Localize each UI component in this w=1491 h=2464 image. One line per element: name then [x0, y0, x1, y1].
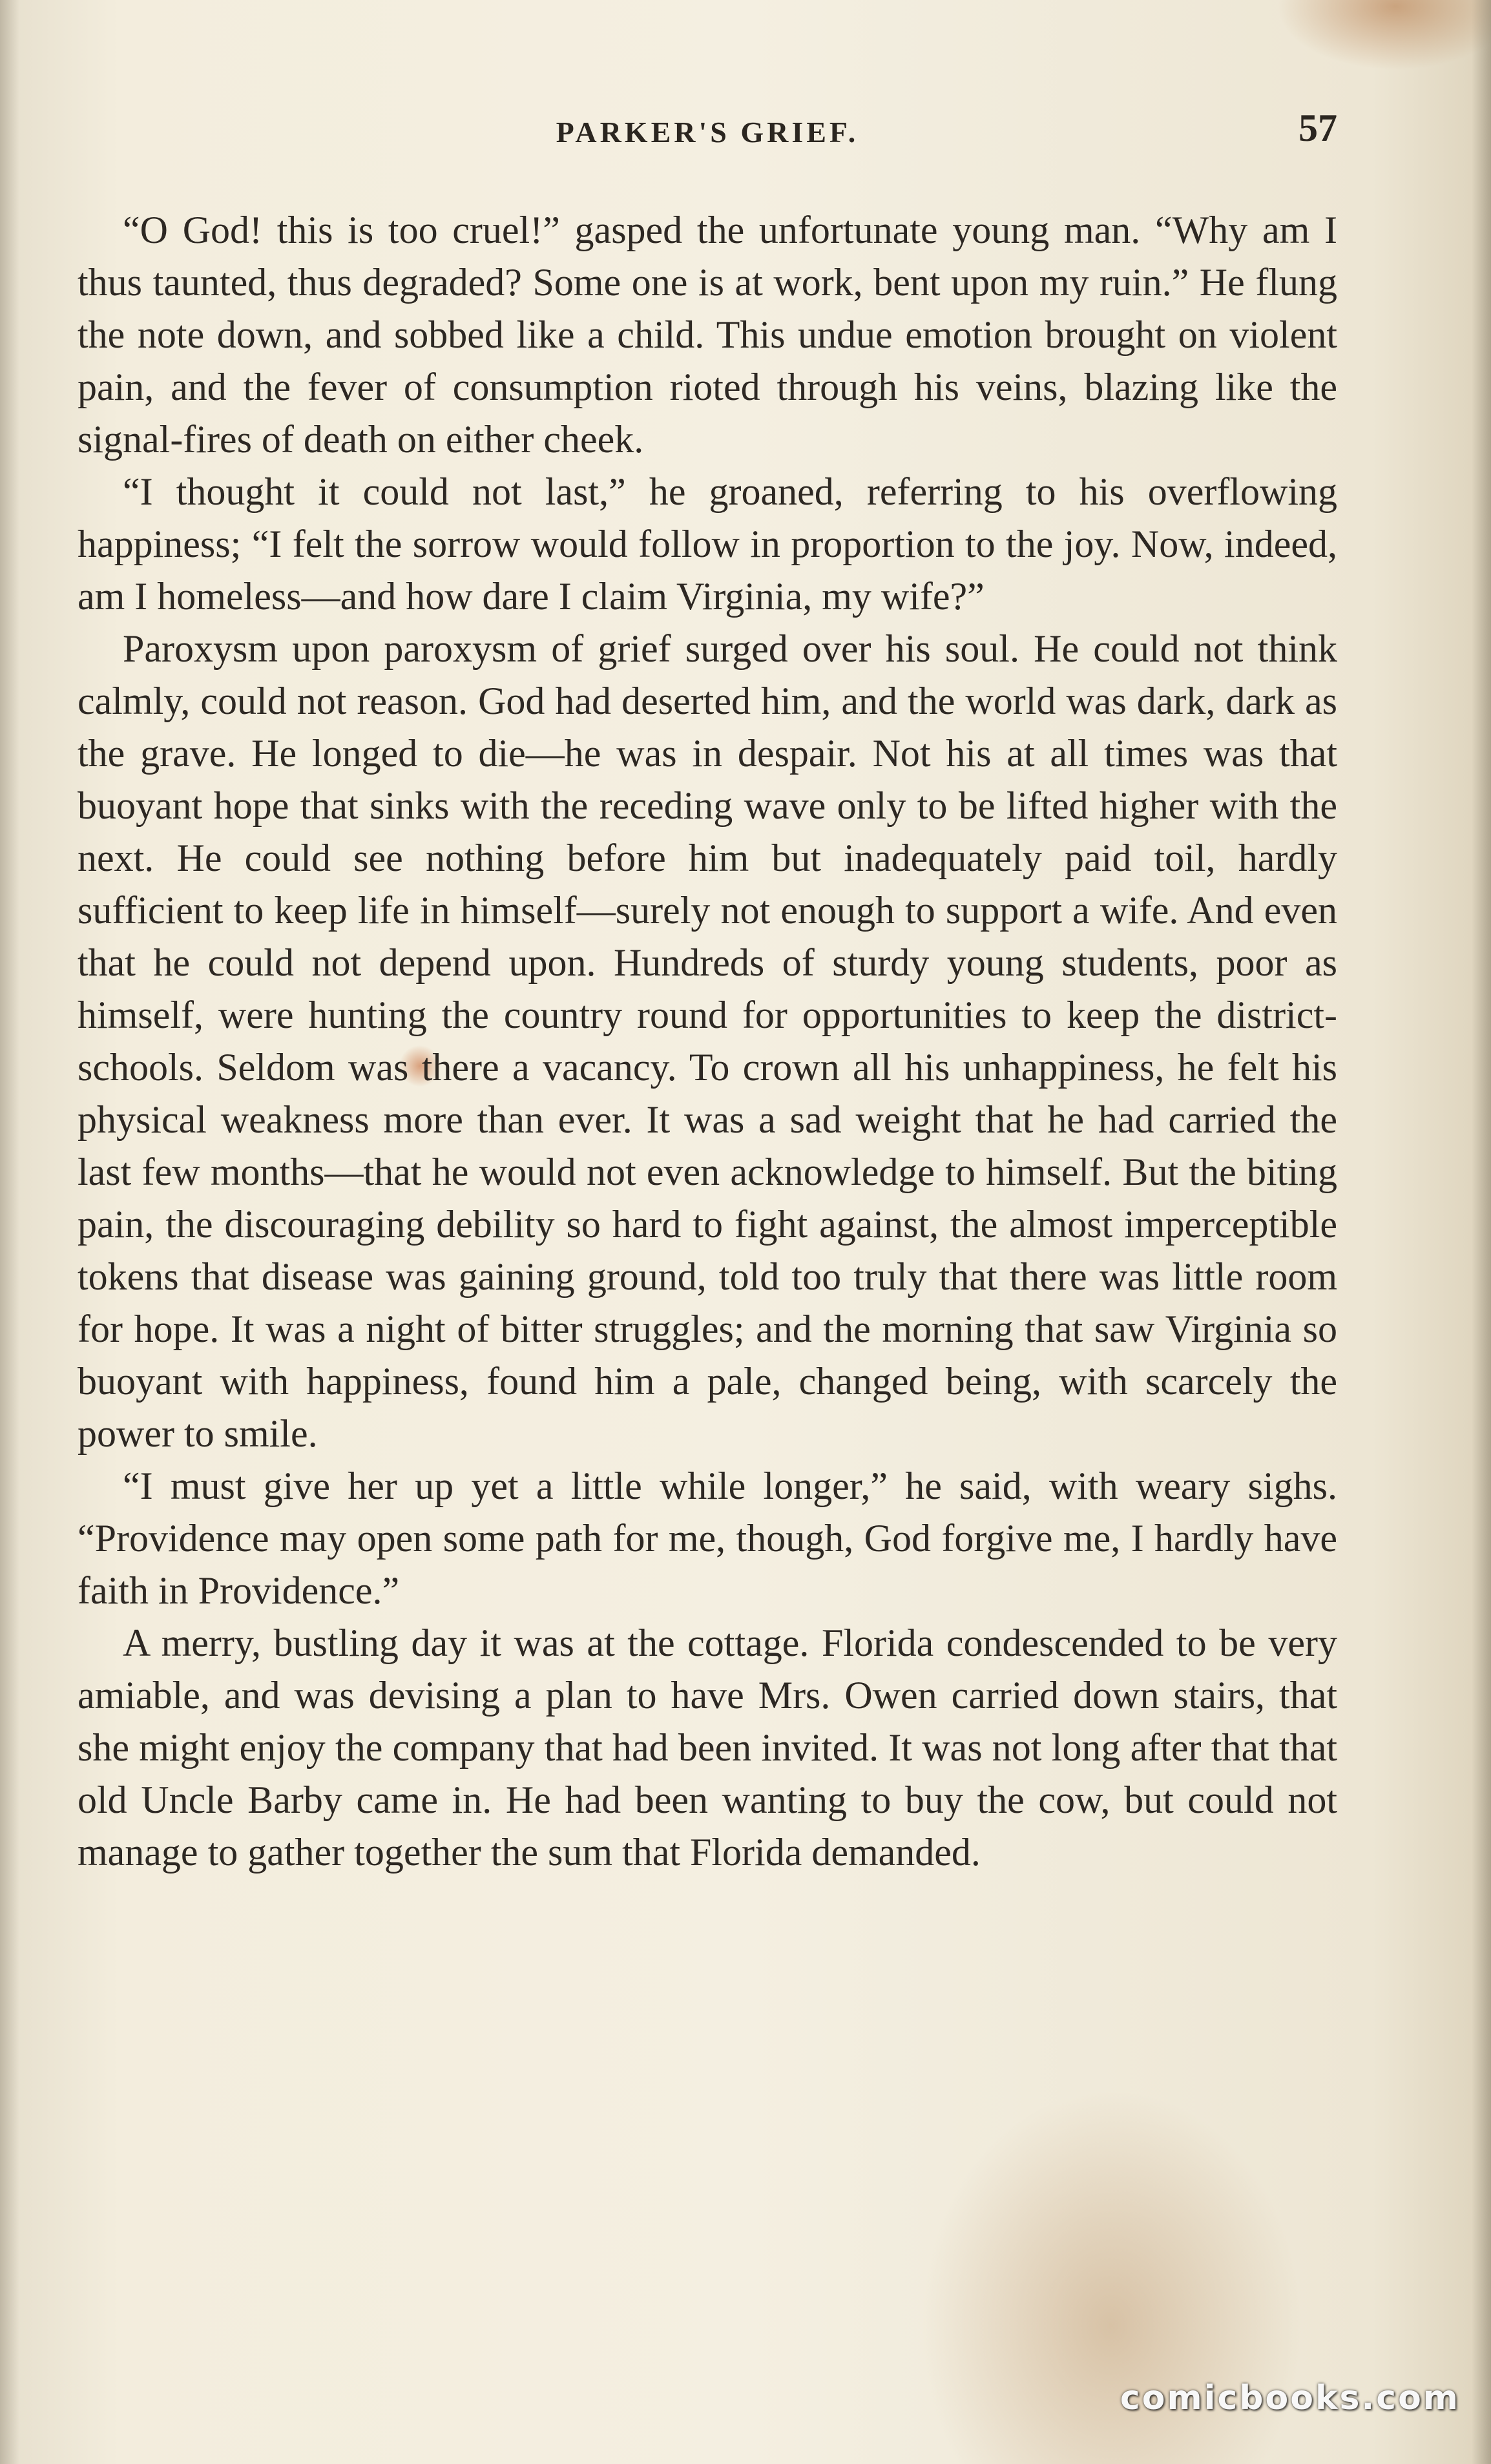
paragraph: Paroxysm upon paroxysm of grief surged over his soul. He could not think calmly, could not reason. God had deserted him, and the world was dark, dark as the grave. He longed to die—he was in despair. Not his at all times was that buoyant hope that sinks with the receding wave only to be lifted higher with the next. He could see nothing before him but inadequately paid toil, hardly sufficient to keep life in himself—surely not enough to support a wife. And even that he could not depend upon. Hundreds of sturdy young students, poor as himself, were hunting the country round for opportunities to keep the district-schools. Seldom was there a vacancy. To crown all his unhappiness, he felt his physical weakness more than ever. It was a sad weight that he had carried the last few months—that he would not even acknowledge to himself. But the biting pain, the discouraging debility so hard to fight against, the almost imperceptible tokens that disease was gaining ground, told too truly that there was little room for hope. It was a night of bitter struggles; and the morning that saw Virginia so buoyant with happiness, found him a pale, changed being, with scarcely the power to smile.: [78, 627, 1337, 1455]
paragraph: A merry, bustling day it was at the cottage. Florida condescended to be very amiable, and was devising a plan to have Mrs. Owen carried down stairs, that she might enjoy the company that had been invited. It was not long after that that old Uncle Barby came in. He had been wanting to buy the cow, but could not manage to gather together the sum that Florida demanded.: [78, 1622, 1337, 1874]
running-head: PARKER'S GRIEF.: [556, 116, 859, 149]
page-number: 57: [1298, 107, 1337, 149]
paragraph: “O God! this is too cruel!” gasped the unfortunate young man. “Why am I thus taunted, thus degraded? Some one is at work, bent upon my ruin.” He flung the note down, and sobbed like a child. This undue emotion brought on violent pain, and the fever of consumption rioted through his veins, blazing like the signal-fires of death on either cheek.: [78, 209, 1337, 461]
page-header: [78, 102, 1337, 154]
body-text: [78, 204, 1337, 1879]
right-page-edge: [1472, 0, 1491, 2464]
left-page-edge: [0, 0, 19, 2464]
paragraph: “I must give her up yet a little while longer,” he said, with weary sighs. “Providence may open some path for me, though, God forgive me, I hardly have faith in Providence.”: [78, 1465, 1337, 1612]
watermark: comicbooks.com: [1120, 2379, 1460, 2417]
paragraph: “I thought it could not last,” he groaned, referring to his overflowing happiness; “I felt the sorrow would follow in proportion to the joy. Now, indeed, am I homeless—and how dare I claim Virginia, my wife?”: [78, 470, 1337, 618]
